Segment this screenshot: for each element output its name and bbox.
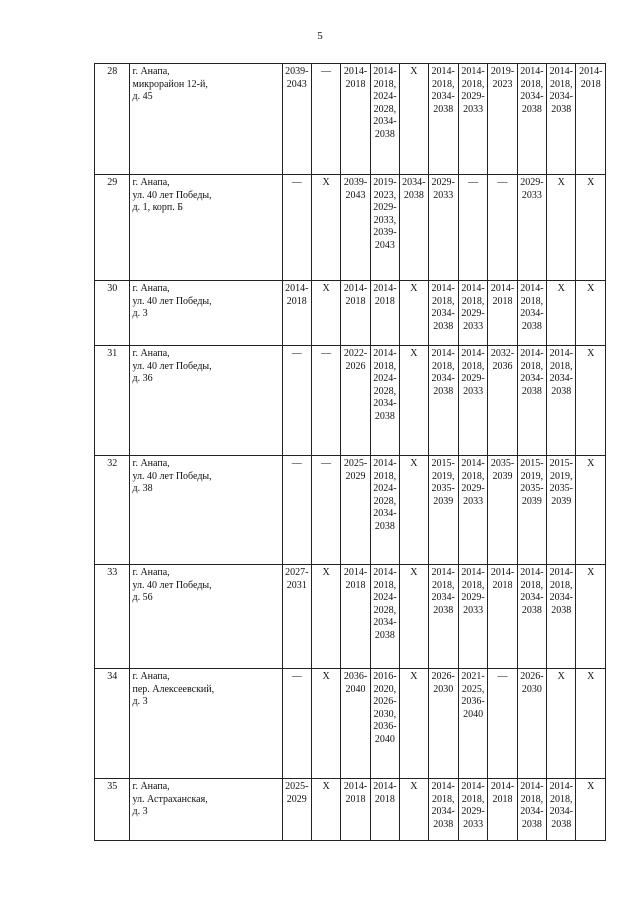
period-cell: Х bbox=[400, 565, 428, 669]
period-cell: — bbox=[311, 64, 340, 175]
period-cell: 2014- 2018, 2029- 2033 bbox=[458, 565, 487, 669]
table-row bbox=[95, 346, 606, 456]
table-row bbox=[95, 456, 606, 565]
row-number: 33 bbox=[95, 565, 130, 669]
address-cell: г. Анапа, ул. Астраханская, д. 3 bbox=[130, 779, 282, 841]
period-cell: 2036- 2040 bbox=[341, 669, 370, 779]
row-number: 30 bbox=[95, 281, 130, 346]
address-cell: г. Анапа, пер. Алексеевский, д. 3 bbox=[130, 669, 282, 779]
period-cell: 2014- 2018, 2034- 2038 bbox=[547, 346, 576, 456]
period-cell: 2019- 2023, 2029- 2033, 2039- 2043 bbox=[370, 175, 399, 281]
period-cell: Х bbox=[547, 669, 576, 779]
period-cell: 2025- 2029 bbox=[341, 456, 370, 565]
period-cell: — bbox=[282, 456, 311, 565]
period-cell: 2014- 2018 bbox=[341, 64, 370, 175]
period-cell: 2014- 2018, 2034- 2038 bbox=[428, 565, 458, 669]
period-cell: 2014- 2018 bbox=[576, 64, 606, 175]
period-cell: 2014- 2018 bbox=[341, 281, 370, 346]
period-cell: 2014- 2018 bbox=[370, 779, 399, 841]
period-cell: 2015- 2019, 2035- 2039 bbox=[517, 456, 546, 565]
period-cell: Х bbox=[400, 64, 428, 175]
period-cell: 2014- 2018, 2034- 2038 bbox=[517, 565, 546, 669]
period-cell: Х bbox=[576, 669, 606, 779]
period-cell: 2014- 2018, 2034- 2038 bbox=[428, 64, 458, 175]
period-cell: 2014- 2018, 2029- 2033 bbox=[458, 456, 487, 565]
period-cell: 2025- 2029 bbox=[282, 779, 311, 841]
table-row bbox=[95, 669, 606, 779]
period-cell: Х bbox=[400, 779, 428, 841]
period-cell: 2034- 2038 bbox=[400, 175, 428, 281]
period-cell: — bbox=[311, 456, 340, 565]
period-cell: Х bbox=[400, 346, 428, 456]
period-cell: 2029- 2033 bbox=[517, 175, 546, 281]
period-cell: Х bbox=[576, 346, 606, 456]
address-cell: г. Анапа, ул. 40 лет Победы, д. 1, корп. Б bbox=[130, 175, 282, 281]
period-cell: 2029- 2033 bbox=[428, 175, 458, 281]
period-cell: — bbox=[488, 175, 517, 281]
period-cell: Х bbox=[311, 779, 340, 841]
period-cell: Х bbox=[576, 175, 606, 281]
period-cell: 2014- 2018, 2034- 2038 bbox=[517, 64, 546, 175]
period-cell: Х bbox=[311, 281, 340, 346]
row-number: 35 bbox=[95, 779, 130, 841]
period-cell: Х bbox=[576, 456, 606, 565]
period-cell: Х bbox=[576, 281, 606, 346]
period-cell: 2014- 2018, 2024- 2028, 2034- 2038 bbox=[370, 456, 399, 565]
period-cell: — bbox=[488, 669, 517, 779]
period-cell: — bbox=[282, 175, 311, 281]
period-cell: 2014- 2018, 2034- 2038 bbox=[517, 281, 546, 346]
period-cell: 2014- 2018 bbox=[370, 281, 399, 346]
period-cell: 2022- 2026 bbox=[341, 346, 370, 456]
period-cell: 2015- 2019, 2035- 2039 bbox=[547, 456, 576, 565]
period-cell: 2019- 2023 bbox=[488, 64, 517, 175]
period-cell: 2015- 2019, 2035- 2039 bbox=[428, 456, 458, 565]
period-cell: 2014- 2018 bbox=[488, 281, 517, 346]
period-cell: Х bbox=[311, 669, 340, 779]
period-cell: 2014- 2018, 2034- 2038 bbox=[547, 565, 576, 669]
period-cell: 2021- 2025, 2036- 2040 bbox=[458, 669, 487, 779]
period-cell: 2014- 2018, 2034- 2038 bbox=[428, 346, 458, 456]
period-cell: 2014- 2018, 2029- 2033 bbox=[458, 281, 487, 346]
period-cell: 2014- 2018, 2034- 2038 bbox=[517, 779, 546, 841]
period-cell: 2014- 2018, 2024- 2028, 2034- 2038 bbox=[370, 64, 399, 175]
table-row bbox=[95, 175, 606, 281]
period-cell: 2027- 2031 bbox=[282, 565, 311, 669]
period-cell: 2014- 2018, 2024- 2028, 2034- 2038 bbox=[370, 346, 399, 456]
page-number: 5 bbox=[317, 30, 323, 42]
table-row bbox=[95, 281, 606, 346]
period-cell: — bbox=[311, 346, 340, 456]
period-cell: 2014- 2018 bbox=[341, 779, 370, 841]
period-cell: — bbox=[282, 346, 311, 456]
row-number: 34 bbox=[95, 669, 130, 779]
period-cell: Х bbox=[311, 565, 340, 669]
period-cell: 2026- 2030 bbox=[517, 669, 546, 779]
row-number: 28 bbox=[95, 64, 130, 175]
repair-schedule-table bbox=[94, 63, 606, 841]
period-cell: — bbox=[282, 669, 311, 779]
address-cell: г. Анапа, микрорайон 12-й, д. 45 bbox=[130, 64, 282, 175]
period-cell: 2016- 2020, 2026- 2030, 2036- 2040 bbox=[370, 669, 399, 779]
period-cell: 2014- 2018, 2034- 2038 bbox=[547, 64, 576, 175]
period-cell: Х bbox=[547, 175, 576, 281]
period-cell: 2014- 2018, 2034- 2038 bbox=[428, 779, 458, 841]
period-cell: 2014- 2018, 2034- 2038 bbox=[547, 779, 576, 841]
period-cell: 2014- 2018 bbox=[488, 565, 517, 669]
address-cell: г. Анапа, ул. 40 лет Победы, д. 36 bbox=[130, 346, 282, 456]
period-cell: 2014- 2018, 2034- 2038 bbox=[517, 346, 546, 456]
period-cell: 2014- 2018, 2029- 2033 bbox=[458, 346, 487, 456]
period-cell: 2039- 2043 bbox=[282, 64, 311, 175]
period-cell: 2014- 2018, 2034- 2038 bbox=[428, 281, 458, 346]
table-row bbox=[95, 779, 606, 841]
row-number: 29 bbox=[95, 175, 130, 281]
address-cell: г. Анапа, ул. 40 лет Победы, д. 56 bbox=[130, 565, 282, 669]
table-row bbox=[95, 565, 606, 669]
period-cell: 2035- 2039 bbox=[488, 456, 517, 565]
period-cell: 2014- 2018 bbox=[488, 779, 517, 841]
table-body bbox=[95, 64, 606, 841]
period-cell: Х bbox=[576, 565, 606, 669]
period-cell: Х bbox=[311, 175, 340, 281]
period-cell: 2026- 2030 bbox=[428, 669, 458, 779]
period-cell: 2032- 2036 bbox=[488, 346, 517, 456]
period-cell: Х bbox=[400, 281, 428, 346]
period-cell: 2014- 2018, 2029- 2033 bbox=[458, 779, 487, 841]
period-cell: Х bbox=[400, 669, 428, 779]
address-cell: г. Анапа, ул. 40 лет Победы, д. 38 bbox=[130, 456, 282, 565]
period-cell: 2014- 2018 bbox=[282, 281, 311, 346]
row-number: 32 bbox=[95, 456, 130, 565]
period-cell: — bbox=[458, 175, 487, 281]
period-cell: Х bbox=[576, 779, 606, 841]
period-cell: 2039- 2043 bbox=[341, 175, 370, 281]
table-row bbox=[95, 64, 606, 175]
period-cell: Х bbox=[400, 456, 428, 565]
address-cell: г. Анапа, ул. 40 лет Победы, д. 3 bbox=[130, 281, 282, 346]
period-cell: 2014- 2018, 2029- 2033 bbox=[458, 64, 487, 175]
row-number: 31 bbox=[95, 346, 130, 456]
period-cell: Х bbox=[547, 281, 576, 346]
period-cell: 2014- 2018 bbox=[341, 565, 370, 669]
period-cell: 2014- 2018, 2024- 2028, 2034- 2038 bbox=[370, 565, 399, 669]
